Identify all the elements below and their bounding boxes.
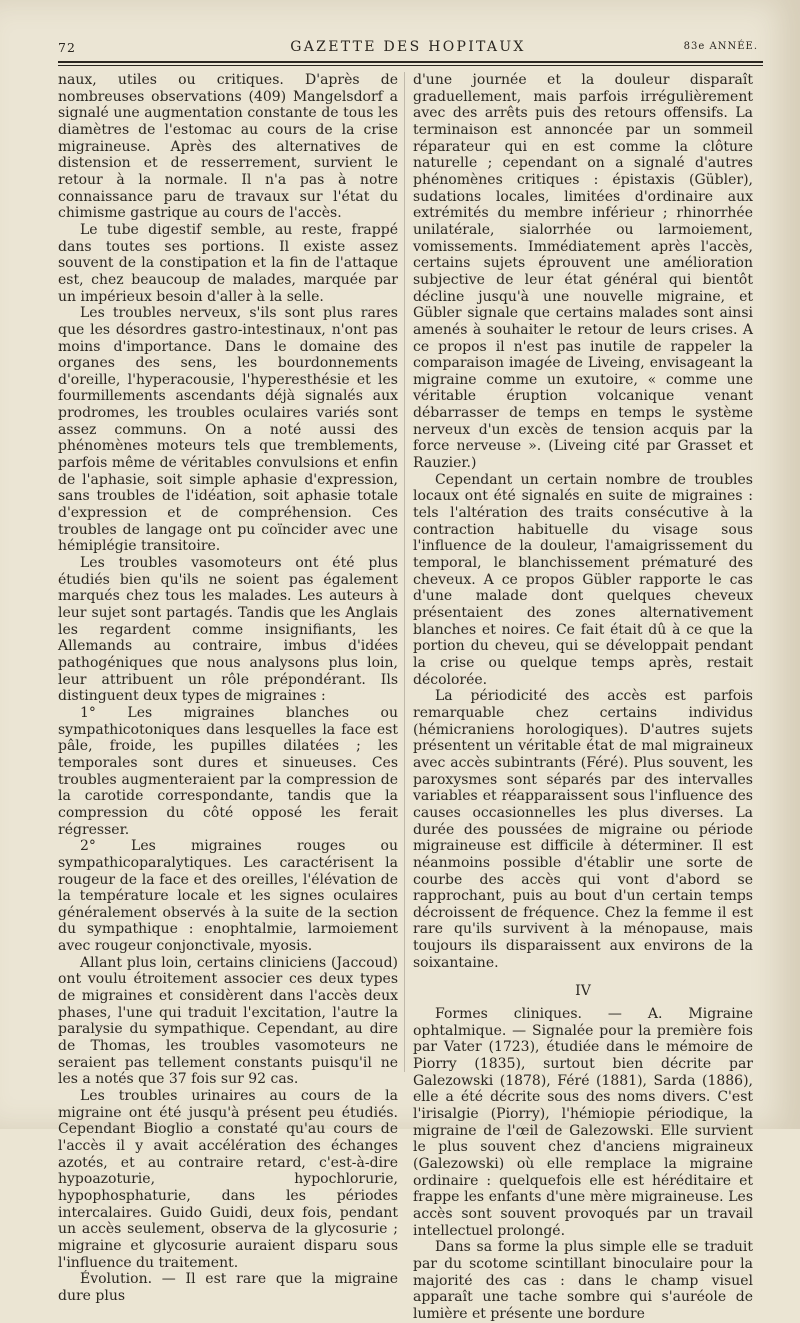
column-divider bbox=[404, 72, 405, 1072]
paragraph: Les troubles nerveux, s'ils sont plus rares que les désordres gastro-intestinaux, n'ont pas moins d'importance. Dans le domaine des organes des sens, les bourdonnements d'oreille, l'hyperacousie, l'hyperesthésie et les fourmillements ascendants déjà signalés aux prodromes, les troubles oculaires variés sont assez communs. On a noté aussi des phénomènes moteurs tels que tremblements, parfois même de véritables convulsions et enfin de l'aphasie, soit simple aphasie d'expression, sans troubles de l'idéation, soit aphasie totale d'expression et de compréhension. Ces troubles de langage ont pu coïncider avec une hémiplégie transitoire. bbox=[58, 305, 398, 555]
page-number: 72 bbox=[58, 40, 76, 55]
paragraph: Allant plus loin, certains cliniciens (Jaccoud) ont voulu étroitement associer ces deux types de migraines et considèrent dans l'accès deux phases, l'une qui traduit l'excitation, l'autre la paralysie du sympathique. Cependant, au dire de Thomas, les troubles vasomoteurs ne seraient pas tellement constants puisqu'il ne les a notés que 37 fois sur 92 cas. bbox=[58, 954, 398, 1088]
paragraph: Cependant un certain nombre de troubles locaux ont été signalés en suite de migraines : tels l'altération des traits consécutive à la contraction habituelle du visage sous l'influence de la douleur, l'amaigrissement du temporal, le blanchissement prématuré des cheveux. A ce propos Gübler rapporte le cas d'une malade dont quelques cheveux présentaient des zones alternativement blanches et noires. Ce fait était dû à ce que la portion du cheveu, qui se développait pendant la crise ou quelque temps après, restait décolorée. bbox=[413, 471, 753, 688]
paragraph: d'une journée et la douleur disparaît graduellement, mais parfois irrégulièrement avec des arrêts puis des retours offensifs. La terminaison est annoncée par un sommeil réparateur qui en est comme la clôture naturelle ; cependant on a signalé d'autres phénomènes critiques : épistaxis (Gübler), sudations locales, limitées d'ordinaire aux extrémités du membre inférieur ; rhinorrhée unilatérale, sialorrhée ou larmoiement, vomissements. Immédiatement après l'accès, certains sujets éprouvent une amélioration subjective de leur état général qui bientôt décline jusqu'à une nouvelle migraine, et Gübler signale que certains malades sont ainsi amenés à souhaiter le retour de leurs crises. A ce propos il n'est pas inutile de rappeler la comparaison imagée de Liveing, envisageant la migraine comme un exutoire, « comme une véritable éruption volcanique venant débarrasser de temps en temps le système nerveux d'un excès de tension acquis par la force nerveuse ». (Liveing cité par Grasset et Rauzier.) bbox=[413, 72, 753, 472]
section-heading: IV bbox=[575, 983, 591, 1000]
paragraph: Évolution. — Il est rare que la migraine dure plus bbox=[58, 1271, 398, 1304]
paragraph: Les troubles urinaires au cours de la migraine ont été jusqu'à présent peu étudiés. Cependant Bioglio a constaté qu'au cours de l'accès il y avait accélération des échanges azotés, et au contraire retard, c'est-à-dire hypoazoturie, hypochlorurie, hypophosphaturie, dans les périodes intercalaires. Guido Guidi, deux fois, pendant un accès seulement, observa de la glycosurie ; migraine et glycosurie auraient disparu sous l'influence du traitement. bbox=[58, 1088, 398, 1271]
right-column bbox=[413, 72, 753, 1323]
left-column bbox=[58, 72, 398, 1305]
paragraph: Les troubles vasomoteurs ont été plus étudiés bien qu'ils ne soient pas également marqués chez tous les malades. Les auteurs à leur sujet sont partagés. Tandis que les Anglais les regardent comme insignifiants, les Allemands au contraire, imbus d'idées pathogéniques que nous analysons plus loin, leur attribuent un rôle prépondérant. Ils distinguent deux types de migraines : bbox=[58, 555, 398, 705]
header-rule-thin bbox=[58, 65, 763, 66]
paragraph: naux, utiles ou critiques. D'après de nombreuses observations (409) Mangelsdorf a signalé une augmentation constante de tous les diamètres de l'estomac au cours de la crise migraineuse. Après des alternatives de distension et de resserrement, survient le retour à la normale. Il n'a pas à notre connaissance paru de travaux sur l'état du chimisme gastrique au cours de l'accès. bbox=[58, 72, 398, 222]
paragraph: Le tube digestif semble, au reste, frappé dans toutes ses portions. Il existe assez souvent de la constipation et la fin de l'attaque est, chez beaucoup de malades, marquée par un impérieux besoin d'aller à la selle. bbox=[58, 221, 398, 305]
year-label: 83e ANNÉE. bbox=[683, 41, 758, 52]
paragraph: 2° Les migraines rouges ou sympathicoparalytiques. Les caractérisent la rougeur de la face et des oreilles, l'élévation de la température locale et les signes oculaires généralement observés à la suite de la section du sympathique : enophtalmie, larmoiement avec rougeur conjonctivale, myosis. bbox=[58, 838, 398, 955]
paragraph: Dans sa forme la plus simple elle se traduit par du scotome scintillant binoculaire pour la majorité des cas : dans le champ visuel apparaît une tache sombre qui s'auréole de lumière et présente une bordure bbox=[413, 1239, 753, 1322]
running-header bbox=[58, 38, 758, 58]
paragraph: Formes cliniques. — A. Migraine ophtalmique. — Signalée pour la première fois par Vater (1723), étudiée dans le mémoire de Piorry (1835), surtout bien décrite par Galezowski (1878), Féré (1881), Sarda (1886), elle a été décrite sous des noms divers. C'est l'irisalgie (Piorry), l'hémiopie périodique, la migraine de l'œil de Galezowski. Elle survient le plus souvent chez d'anciens migraineux (Galezowski) où elle remplace la migraine ordinaire : quelquefois elle est héréditaire et frappe les enfants d'une mère migraineuse. Les accès sont souvent provoqués par un travail intellectuel prolongé. bbox=[413, 1006, 753, 1239]
paragraph: La périodicité des accès est parfois remarquable chez certains individus (hémicraniens horologiques). D'autres sujets présentent un véritable état de mal migraineux avec accès subintrants (Féré). Plus souvent, les paroxysmes sont séparés par des intervalles variables et réapparaissent sous l'influence des causes occasionnelles les plus diverses. La durée des poussées de migraine ou période migraineuse est difficile à déterminer. Il est néanmoins possible d'établir une sorte de courbe des accès qui vont d'abord se rapprochant, puis au bout d'un certain temps décroissent de fréquence. Chez la femme il est rare qu'ils survivent à la ménopause, mais toujours ils disparaissent aux environs de la soixantaine. bbox=[413, 688, 753, 971]
header-rule-thick bbox=[58, 61, 763, 63]
journal-title: GAZETTE DES HOPITAUX bbox=[290, 39, 526, 55]
paragraph: 1° Les migraines blanches ou sympathicotoniques dans lesquelles la face est pâle, froide, les pupilles dilatées ; les temporales sont dures et sinueuses. Ces troubles augmenteraient par la compression de la carotide correspondante, tandis que la compression du côté opposé les ferait régresser. bbox=[58, 704, 398, 838]
